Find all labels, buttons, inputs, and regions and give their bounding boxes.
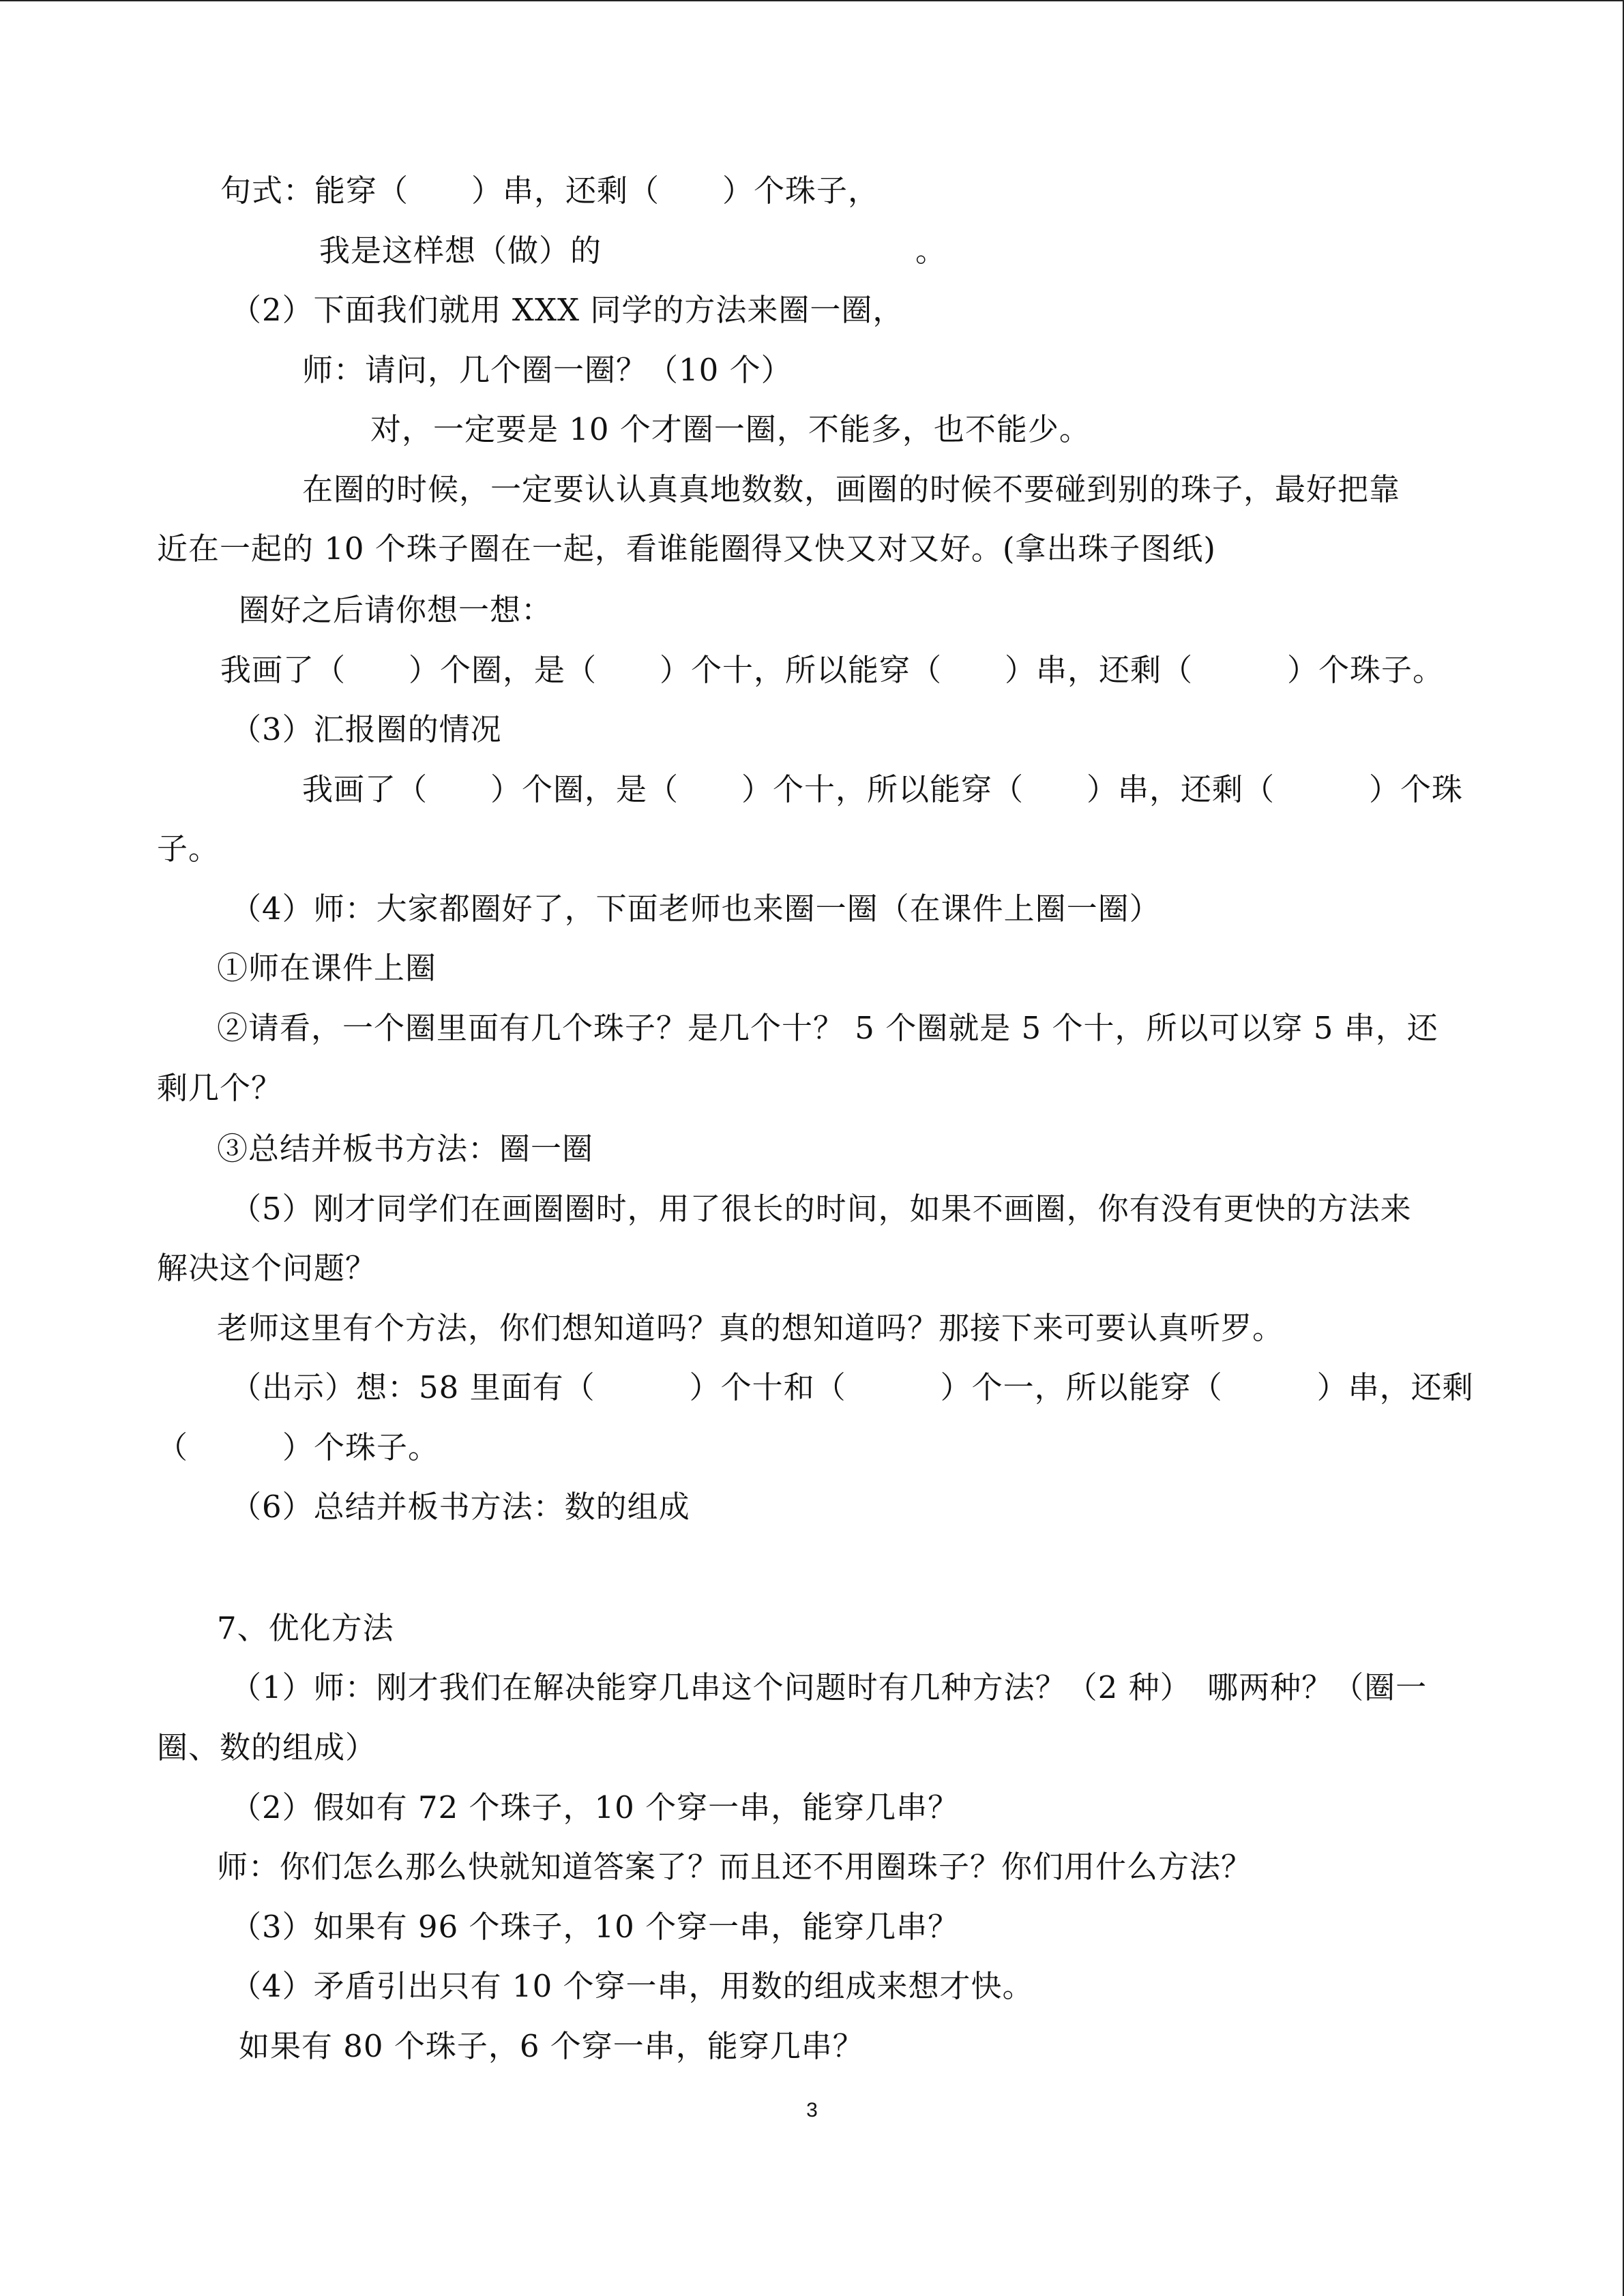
text-line: （3）如果有 96 个珠子，10 个穿一串，能穿几串？ (231, 1909, 960, 1945)
text-line: 我画了（ ）个圈，是（ ）个十，所以能穿（ ）串，还剩（ ）个珠 (302, 771, 1464, 807)
text-line: 师：请问，几个圈一圈？（10 个） (302, 352, 793, 388)
section-heading: 7、优化方法 (217, 1610, 394, 1646)
text-line: （ ）个珠子。 (157, 1429, 440, 1465)
text-line: 如果有 80 个珠子，6 个穿一串，能穿几串？ (239, 2028, 864, 2064)
page-number: 3 (806, 2099, 818, 2121)
text-line: （4）师：大家都圈好了，下面老师也来圈一圈（在课件上圈一圈） (231, 891, 1161, 927)
text-line: ①师在课件上圈 (217, 950, 437, 986)
text-line: （6）总结并板书方法：数的组成 (231, 1489, 690, 1525)
text-line: （2）假如有 72 个珠子，10 个穿一串，能穿几串？ (231, 1789, 960, 1825)
text-line: ②请看，一个圈里面有几个珠子？是几个十？ 5 个圈就是 5 个十，所以可以穿 5 串，还 (217, 1010, 1438, 1046)
text-line: 对，一定要是 10 个才圈一圈，不能多，也不能少。 (370, 411, 1091, 447)
text-line: 在圈的时候，一定要认认真真地数数，画圈的时候不要碰到别的珠子，最好把靠 (302, 471, 1401, 507)
text-line: （1）师：刚才我们在解决能穿几串这个问题时有几种方法？（2 种） 哪两种？（圈一 (231, 1669, 1428, 1705)
text-line: 剩几个？ (157, 1070, 283, 1106)
text-line: 近在一起的 10 个珠子圈在一起，看谁能圈得又快又对又好。(拿出珠子图纸) (157, 531, 1216, 567)
text-line: （4）矛盾引出只有 10 个穿一串，用数的组成来想才快。 (231, 1968, 1034, 2004)
text-line: 句式：能穿（ ）串，还剩（ ）个珠子， (220, 173, 880, 209)
text-line: （出示）想：58 里面有（ ）个十和（ ）个一，所以能穿（ ）串，还剩 (231, 1369, 1474, 1405)
text-line: （5）刚才同学们在画圈圈时，用了很长的时间，如果不画圈，你有没有更快的方法来 (231, 1191, 1412, 1227)
text-line: 圈好之后请你想一想： (239, 592, 553, 628)
text-line: （2）下面我们就用 XXX 同学的方法来圈一圈， (231, 292, 904, 328)
text-line: （3）汇报圈的情况 (231, 711, 502, 747)
text-line: 老师这里有个方法，你们想知道吗？真的想知道吗？那接下来可要认真听罗。 (217, 1310, 1284, 1346)
text-line: ③总结并板书方法：圈一圈 (217, 1131, 594, 1167)
text-line: 解决这个问题？ (157, 1250, 377, 1286)
text-line: 子。 (157, 831, 220, 867)
text-line: 圈、数的组成） (157, 1729, 377, 1765)
text-line: 我是这样想（做）的 。 (319, 233, 947, 269)
text-line: 师：你们怎么那么快就知道答案了？而且还不用圈珠子？你们用什么方法？ (217, 1849, 1253, 1885)
text-line: 我画了（ ）个圈，是（ ）个十，所以能穿（ ）串，还剩（ ）个珠子。 (220, 652, 1445, 688)
